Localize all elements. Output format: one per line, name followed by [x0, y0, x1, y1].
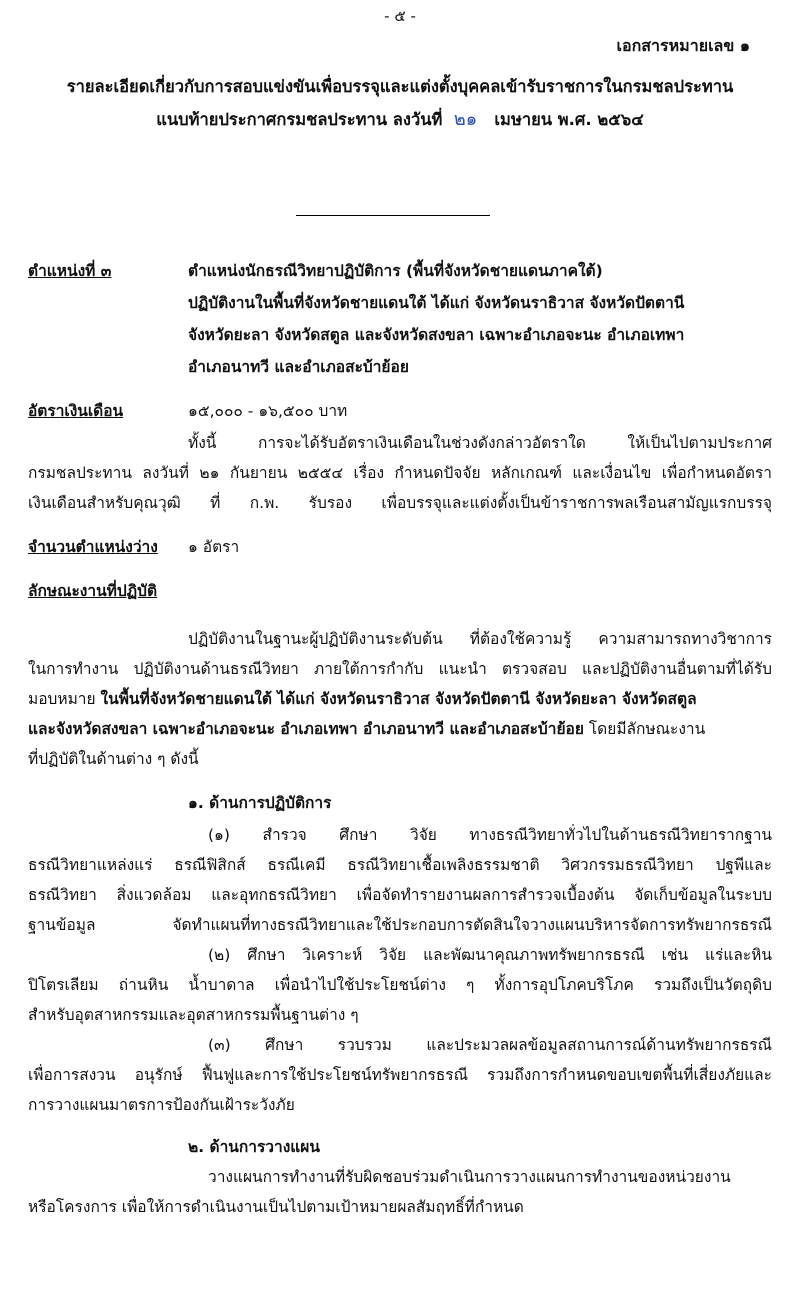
salary-text: ทั้งนี้ การจะได้รับอัตราเงินเดือนในช่วงดังกล่าวอัตราใด ให้เป็นไปตามประกาศ	[188, 434, 772, 452]
section-1-title: ๑. ด้านการปฏิบัติการ	[188, 794, 332, 812]
duties-text: ในการทำงาน ปฏิบัติงานด้านธรณีวิทยา ภายใต้การกำกับ แนะนำ ตรวจสอบ และปฏิบัติงานอื่นตามที่ได้รับ	[28, 660, 772, 678]
section-1-text: ธรณีวิทยาแหล่งแร่ ธรณีฟิสิกส์ ธรณีเคมี ธรณีวิทยาเชื้อเพลิงธรรมชาติ วิศวกรรมธรณีวิทยา ปฐพีและ	[28, 856, 772, 874]
section-1-text: (๑) สำรวจ ศึกษา วิจัย ทางธรณีวิทยาทั่วไปในด้านธรณีวิทยารากฐาน	[208, 826, 772, 844]
duties-text: ที่ปฏิบัติในด้านต่าง ๆ ดังนี้	[28, 750, 199, 768]
position-line: ตำแหน่งนักธรณีวิทยาปฏิบัติการ (พื้นที่จังหวัดชายแดนภาคใต้)	[188, 262, 603, 280]
subtitle-prefix: แนบท้ายประกาศกรมชลประทาน ลงวันที่	[156, 110, 443, 129]
duties-text-part: มอบหมาย	[28, 690, 96, 708]
section-1-text: สำหรับอุตสาหกรรมและอุตสาหกรรมพื้นฐานต่าง ๆ	[28, 1006, 359, 1024]
section-1-text: เพื่อการสงวน อนุรักษ์ ฟื้นฟูและการใช้ประโยชน์ทรัพยากรธรณี รวมถึงการกำหนดขอบเขตพื้นที่เสี่ยงภัยและ	[28, 1066, 772, 1084]
duties-area-bold: และจังหวัดสงขลา เฉพาะอำเภอจะนะ อำเภอเทพา อำเภอนาทวี และอำเภอสะบ้าย้อย	[28, 720, 584, 738]
vacancy-value: ๑ อัตรา	[188, 538, 240, 556]
duties-text	[28, 686, 772, 711]
section-2-text: วางแผนการทำงานที่รับผิดชอบร่วมดำเนินการวางแผนการทำงานของหน่วยงาน	[208, 1168, 731, 1186]
divider	[296, 215, 490, 216]
document-subtitle	[0, 104, 800, 133]
handwritten-day: ๒๑	[453, 109, 478, 130]
section-1-text: (๒) ศึกษา วิเคราะห์ วิจัย และพัฒนาคุณภาพทรัพยากรธรณี เช่น แร่และหิน	[208, 946, 772, 964]
page-number: - ๕ -	[384, 7, 416, 25]
salary-text: กรมชลประทาน ลงวันที่ ๒๑ กันยายน ๒๕๕๔ เรื่อง กำหนดปัจจัย หลักเกณฑ์ และเงื่อนไข เพื่อกำหนดอัตรา	[28, 464, 772, 482]
duties-area-bold: ในพื้นที่จังหวัดชายแดนใต้ ได้แก่ จังหวัดนราธิวาส จังหวัดปัตตานี จังหวัดยะลา จังหวัดสตูล	[100, 690, 697, 708]
section-2-text: หรือโครงการ เพื่อให้การดำเนินงานเป็นไปตามเป้าหมายผลสัมฤทธิ์ที่กำหนด	[28, 1198, 524, 1216]
position-label: ตำแหน่งที่ ๓	[28, 262, 112, 280]
position-line: ปฏิบัติงานในพื้นที่จังหวัดชายแดนใต้ ได้แก่ จังหวัดนราธิวาส จังหวัดปัตตานี	[188, 294, 685, 312]
duties-text-part: โดยมีลักษณะงาน	[588, 720, 706, 738]
salary-value: ๑๕,๐๐๐ - ๑๖,๕๐๐ บาท	[188, 402, 348, 420]
document-title: รายละเอียดเกี่ยวกับการสอบแข่งขันเพื่อบรรจุและแต่งตั้งบุคคลเข้ารับราชการในกรมชลประทาน	[66, 77, 734, 96]
duties-label: ลักษณะงานที่ปฏิบัติ	[28, 582, 158, 600]
duties-text: ปฏิบัติงานในฐานะผู้ปฏิบัติงานระดับต้น ที่ต้องใช้ความรู้ ความสามารถทางวิชาการ	[188, 630, 772, 648]
duties-text	[28, 716, 772, 741]
salary-text: เงินเดือนสำหรับคุณวุฒิ ที่ ก.พ. รับรอง เพื่อบรรจุและแต่งตั้งเป็นข้าราชการพลเรือนสามัญแรกบรรจุ	[28, 494, 772, 512]
section-2-title: ๒. ด้านการวางแผน	[188, 1138, 320, 1156]
position-line: จังหวัดยะลา จังหวัดสตูล และจังหวัดสงขลา เฉพาะอำเภอจะนะ อำเภอเทพา	[188, 326, 685, 344]
salary-label: อัตราเงินเดือน	[28, 402, 124, 420]
vacancy-label: จำนวนตำแหน่งว่าง	[28, 538, 158, 556]
section-1-text: ฐานข้อมูล จัดทำแผนที่ทางธรณีวิทยาและใช้ประกอบการตัดสินใจวางแผนบริหารจัดการทรัพยากรธรณี	[28, 916, 772, 934]
section-1-text: ปิโตรเลียม ถ่านหิน น้ำบาดาล เพื่อนำไปใช้ประโยชน์ต่าง ๆ ทั้งการอุปโภคบริโภค รวมถึงเป็นวัตถุดิบ	[28, 976, 772, 994]
subtitle-suffix: เมษายน พ.ศ. ๒๕๖๔	[494, 110, 644, 129]
section-1-text: ธรณีวิทยา สิ่งแวดล้อม และอุทกธรณีวิทยา เพื่อจัดทำรายงานผลการสำรวจเบื้องต้น จัดเก็บข้อมูลในระบบ	[28, 886, 772, 904]
section-1-text: (๓) ศึกษา รวบรวม และประมวลผลข้อมูลสถานการณ์ด้านทรัพยากรธรณี	[208, 1036, 772, 1054]
position-line: อำเภอนาทวี และอำเภอสะบ้าย้อย	[188, 358, 409, 376]
document-label: เอกสารหมายเลข ๑	[616, 36, 750, 55]
section-1-text: การวางแผนมาตรการป้องกันเฝ้าระวังภัย	[28, 1096, 295, 1114]
